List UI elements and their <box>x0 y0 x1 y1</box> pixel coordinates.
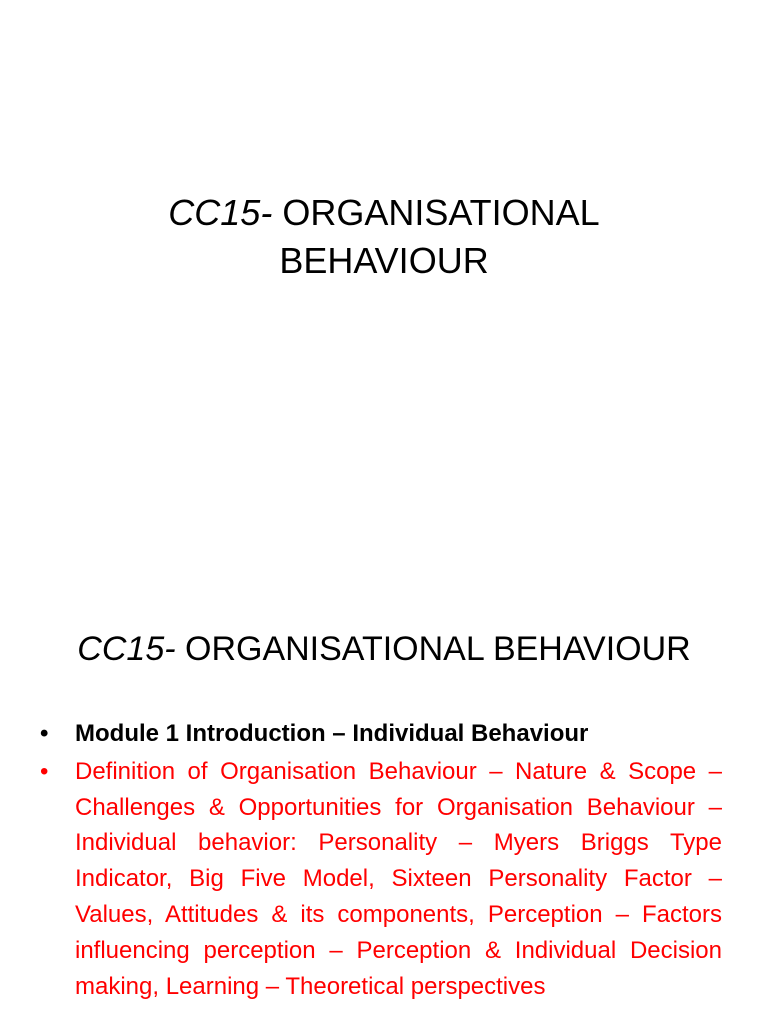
title-text-line2: BEHAVIOUR <box>279 240 489 281</box>
bullet-item-detail <box>40 754 722 1005</box>
slide-title <box>60 189 708 285</box>
heading-text: ORGANISATIONAL BEHAVIOUR <box>175 630 691 668</box>
module-detail-text: Definition of Organisation Behaviour – Nature & Scope – Challenges & Opportunities for Organisation Behaviour – Individual behavior: Personality – Myers Briggs Type Indicator, Big Five Model, Sixteen Personality Factor – Values, Attitudes & its components, Perception – Factors influencing perception – Perception & Individual Decision making, Learning – Theoretical perspectives <box>75 757 722 1000</box>
module-heading: Module 1 Introduction – Individual Behaviour <box>75 720 589 747</box>
bullet-list <box>40 716 722 1004</box>
bullet-icon: • <box>40 720 49 747</box>
title-dash: - <box>260 192 273 233</box>
course-code: CC15 <box>77 630 165 668</box>
bullet-icon: • <box>40 757 49 785</box>
content-slide <box>0 576 768 1024</box>
title-text-line1: ORGANISATIONAL <box>272 192 600 233</box>
slide-heading <box>20 626 748 672</box>
title-dash: - <box>164 630 176 668</box>
bullet-item-module <box>40 716 722 752</box>
course-code: CC15 <box>168 192 261 233</box>
